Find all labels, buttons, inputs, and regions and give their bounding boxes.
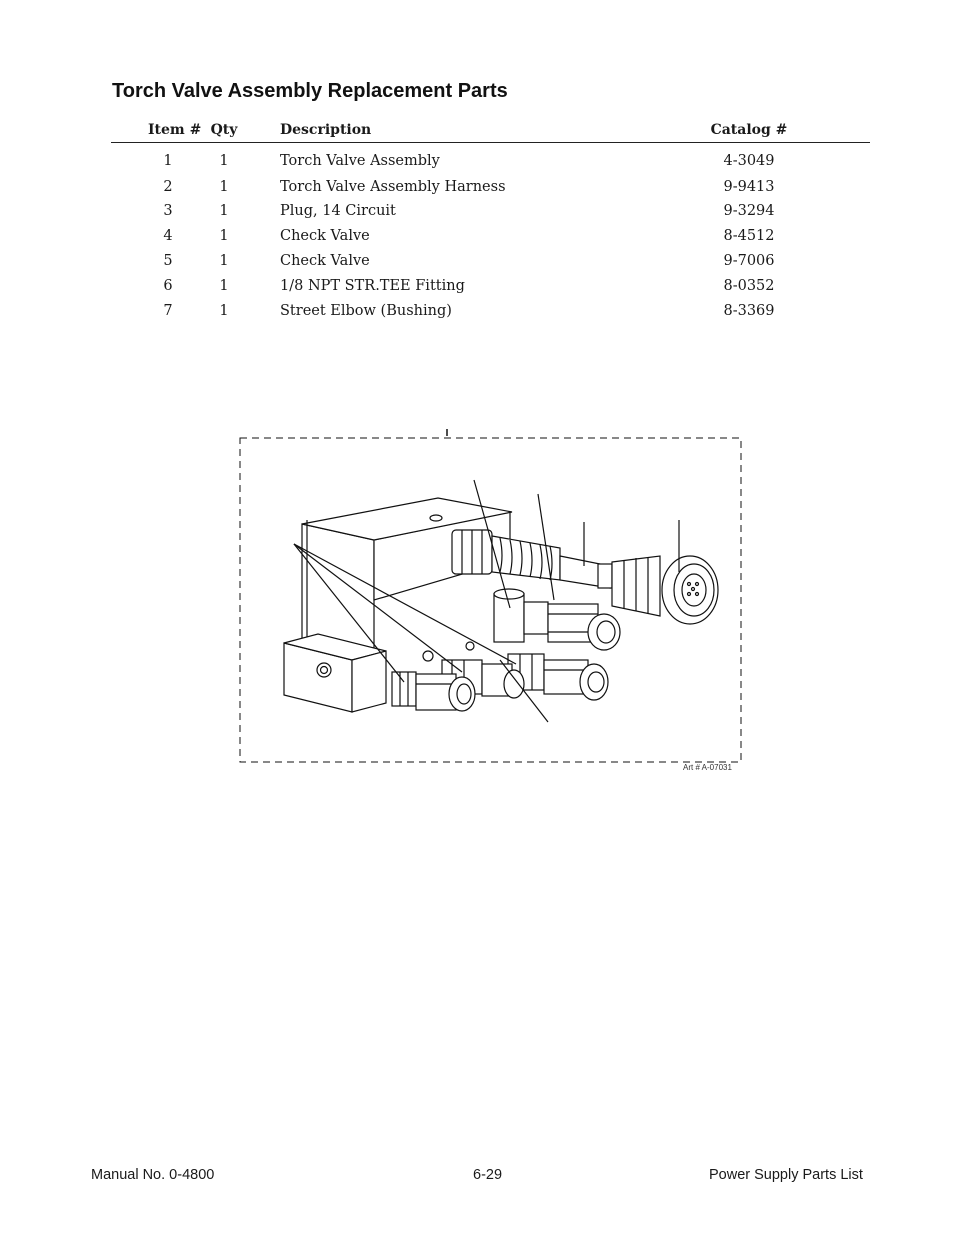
cell-description: Street Elbow (Bushing) — [280, 303, 452, 319]
cell-qty: 1 — [219, 303, 229, 319]
cell-description: Torch Valve Assembly Harness — [280, 179, 506, 195]
cell-description: Check Valve — [280, 253, 370, 269]
cell-description: Plug, 14 Circuit — [280, 203, 396, 219]
harness — [452, 530, 612, 588]
header-item: Item # — [148, 122, 202, 138]
cell-qty: 1 — [219, 153, 229, 169]
art-number: Art # A-07031 — [683, 763, 732, 772]
cell-qty: 1 — [219, 228, 229, 244]
cell-catalog: 8-0352 — [723, 278, 775, 294]
cell-item: 3 — [163, 203, 173, 219]
table-row — [0, 278, 954, 298]
cell-catalog: 8-4512 — [723, 228, 775, 244]
footer-section-title: Power Supply Parts List — [709, 1167, 863, 1183]
cell-catalog: 4-3049 — [723, 153, 775, 169]
table-row — [0, 153, 954, 173]
tee-fitting — [494, 589, 524, 642]
cell-description: Torch Valve Assembly — [280, 153, 440, 169]
cell-catalog: 9-3294 — [723, 203, 775, 219]
cell-qty: 1 — [219, 179, 229, 195]
cell-qty: 1 — [219, 203, 229, 219]
cell-catalog: 9-9413 — [723, 179, 775, 195]
cell-description: Check Valve — [280, 228, 370, 244]
check-valve-upper — [524, 602, 620, 650]
table-row — [0, 179, 954, 199]
cell-item: 7 — [163, 303, 173, 319]
cell-catalog: 8-3369 — [723, 303, 775, 319]
footer-page-number: 6-29 — [473, 1167, 503, 1183]
cell-qty: 1 — [219, 278, 229, 294]
table-row — [0, 203, 954, 223]
table-row — [0, 303, 954, 323]
valve-body-box — [302, 498, 512, 660]
cell-item: 5 — [163, 253, 173, 269]
header-rule — [111, 142, 870, 143]
table-row — [0, 253, 954, 273]
cell-item: 6 — [163, 278, 173, 294]
header-catalog: Catalog # — [710, 122, 788, 138]
footer-manual-number: Manual No. 0-4800 — [91, 1167, 215, 1183]
plug-14-circuit — [612, 556, 718, 624]
cell-item: 2 — [163, 179, 173, 195]
cell-item: 1 — [163, 153, 173, 169]
cell-item: 4 — [163, 228, 173, 244]
page-title: Torch Valve Assembly Replacement Parts — [112, 80, 508, 102]
check-valve-left — [392, 672, 475, 711]
cell-catalog: 9-7006 — [723, 253, 775, 269]
torch-valve-assembly-figure — [236, 424, 746, 770]
cell-qty: 1 — [219, 253, 229, 269]
header-description: Description — [280, 122, 372, 138]
table-row — [0, 228, 954, 248]
cell-description: 1/8 NPT STR.TEE Fitting — [280, 278, 465, 294]
header-qty: Qty — [210, 122, 238, 138]
